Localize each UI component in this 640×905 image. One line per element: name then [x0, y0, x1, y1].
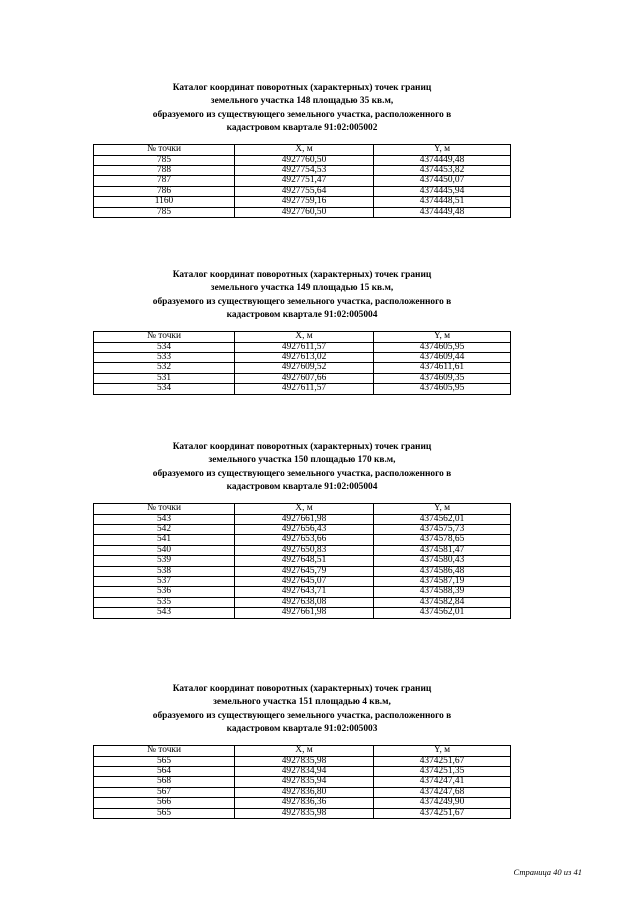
point-number: 537	[94, 577, 235, 587]
column-header-y: Y, м	[374, 504, 511, 514]
y-coordinate: 4374588,39	[374, 587, 511, 597]
column-header-x: X, м	[235, 504, 374, 514]
x-coordinate: 4927835,98	[235, 756, 374, 766]
heading-line: кадастровом квартале 91:02:005004	[226, 481, 378, 492]
point-number: 534	[94, 342, 235, 352]
table-row	[94, 577, 511, 587]
x-coordinate: 4927760,50	[235, 207, 374, 217]
table-row	[94, 342, 511, 352]
point-number: 533	[94, 353, 235, 363]
column-header-y: Y, м	[374, 746, 511, 756]
point-number: 539	[94, 556, 235, 566]
x-coordinate: 4927643,71	[235, 587, 374, 597]
point-number: 567	[94, 787, 235, 797]
y-coordinate: 4374247,41	[374, 777, 511, 787]
y-coordinate: 4374586,48	[374, 566, 511, 576]
y-coordinate: 4374251,67	[374, 756, 511, 766]
heading-line: кадастровом квартале 91:02:005003	[226, 723, 378, 734]
table-row	[94, 186, 511, 196]
point-number: 540	[94, 545, 235, 555]
y-coordinate: 4374611,61	[374, 363, 511, 373]
heading-line: образуемого из существующего земельного участка, расположенного в	[152, 296, 452, 307]
x-coordinate: 4927645,07	[235, 577, 374, 587]
table-row	[94, 363, 511, 373]
table-row	[94, 597, 511, 607]
x-coordinate: 4927760,50	[235, 155, 374, 165]
y-coordinate: 4374582,84	[374, 597, 511, 607]
catalog-heading	[82, 82, 522, 135]
y-coordinate: 4374605,95	[374, 384, 511, 394]
table-row	[94, 777, 511, 787]
column-header-point: № точки	[94, 145, 235, 155]
point-number: 786	[94, 186, 235, 196]
table-row	[94, 566, 511, 576]
coordinates-table	[93, 503, 511, 618]
point-number: 568	[94, 777, 235, 787]
x-coordinate: 4927611,57	[235, 384, 374, 394]
y-coordinate: 4374609,44	[374, 353, 511, 363]
point-number: 788	[94, 166, 235, 176]
table-row	[94, 787, 511, 797]
catalog-heading	[82, 269, 522, 322]
table-row	[94, 798, 511, 808]
y-coordinate: 4374581,47	[374, 545, 511, 555]
y-coordinate: 4374578,65	[374, 535, 511, 545]
point-number: 785	[94, 207, 235, 217]
point-number: 787	[94, 176, 235, 186]
y-coordinate: 4374445,94	[374, 186, 511, 196]
heading-line: Каталог координат поворотных (характерных) точек границ	[172, 442, 432, 452]
catalog-section	[93, 441, 511, 619]
coordinates-table	[93, 331, 511, 394]
point-number: 785	[94, 155, 235, 165]
x-coordinate: 4927661,98	[235, 608, 374, 618]
x-coordinate: 4927751,47	[235, 176, 374, 186]
catalog-heading	[82, 441, 522, 494]
x-coordinate: 4927656,43	[235, 525, 374, 535]
point-number: 535	[94, 597, 235, 607]
column-header-x: X, м	[235, 145, 374, 155]
point-number: 534	[94, 384, 235, 394]
y-coordinate: 4374449,48	[374, 155, 511, 165]
heading-line: Каталог координат поворотных (характерных) точек границ	[172, 270, 432, 280]
x-coordinate: 4927611,57	[235, 342, 374, 352]
x-coordinate: 4927834,94	[235, 767, 374, 777]
table-row	[94, 756, 511, 766]
table-row	[94, 808, 511, 818]
point-number: 541	[94, 535, 235, 545]
x-coordinate: 4927754,53	[235, 166, 374, 176]
y-coordinate: 4374609,35	[374, 373, 511, 383]
point-number: 538	[94, 566, 235, 576]
coordinates-table	[93, 745, 511, 819]
column-header-x: X, м	[235, 746, 374, 756]
point-number: 531	[94, 373, 235, 383]
x-coordinate: 4927648,51	[235, 556, 374, 566]
column-header-point: № точки	[94, 332, 235, 342]
table-row	[94, 767, 511, 777]
point-number: 566	[94, 798, 235, 808]
column-header-point: № точки	[94, 504, 235, 514]
table-header-row	[94, 145, 511, 155]
point-number: 542	[94, 525, 235, 535]
table-row	[94, 384, 511, 394]
y-coordinate: 4374562,01	[374, 514, 511, 524]
table-row	[94, 166, 511, 176]
y-coordinate: 4374453,82	[374, 166, 511, 176]
table-row	[94, 556, 511, 566]
page-footer: Страница 40 из 41	[513, 867, 582, 877]
catalog-section	[93, 269, 511, 395]
y-coordinate: 4374449,48	[374, 207, 511, 217]
table-header-row	[94, 332, 511, 342]
y-coordinate: 4374562,01	[374, 608, 511, 618]
heading-line: земельного участка 148 площадью 35 кв.м,	[210, 96, 394, 107]
table-row	[94, 608, 511, 618]
table-row	[94, 525, 511, 535]
point-number: 536	[94, 587, 235, 597]
table-row	[94, 197, 511, 207]
y-coordinate: 4374575,73	[374, 525, 511, 535]
x-coordinate: 4927638,08	[235, 597, 374, 607]
x-coordinate: 4927755,64	[235, 186, 374, 196]
table-row	[94, 587, 511, 597]
catalog-section	[93, 683, 511, 819]
heading-line: кадастровом квартале 91:02:005004	[226, 309, 378, 320]
y-coordinate: 4374587,19	[374, 577, 511, 587]
point-number: 565	[94, 808, 235, 818]
heading-line: Каталог координат поворотных (характерных) точек границ	[172, 83, 432, 93]
x-coordinate: 4927609,52	[235, 363, 374, 373]
heading-line: образуемого из существующего земельного участка, расположенного в	[152, 468, 452, 479]
heading-line: Каталог координат поворотных (характерных) точек границ	[172, 684, 432, 694]
point-number: 1160	[94, 197, 235, 207]
y-coordinate: 4374247,68	[374, 787, 511, 797]
table-header-row	[94, 746, 511, 756]
coordinates-table	[93, 144, 511, 218]
table-row	[94, 545, 511, 555]
heading-line: земельного участка 150 площадью 170 кв.м,	[208, 455, 396, 466]
x-coordinate: 4927661,98	[235, 514, 374, 524]
x-coordinate: 4927835,94	[235, 777, 374, 787]
catalog-section	[93, 82, 511, 218]
table-header-row	[94, 504, 511, 514]
table-row	[94, 514, 511, 524]
point-number: 543	[94, 514, 235, 524]
heading-line: образуемого из существующего земельного участка, расположенного в	[152, 109, 452, 120]
x-coordinate: 4927645,79	[235, 566, 374, 576]
x-coordinate: 4927613,02	[235, 353, 374, 363]
x-coordinate: 4927607,66	[235, 373, 374, 383]
point-number: 565	[94, 756, 235, 766]
x-coordinate: 4927650,83	[235, 545, 374, 555]
y-coordinate: 4374249,90	[374, 798, 511, 808]
y-coordinate: 4374251,35	[374, 767, 511, 777]
y-coordinate: 4374448,51	[374, 197, 511, 207]
y-coordinate: 4374251,67	[374, 808, 511, 818]
y-coordinate: 4374605,95	[374, 342, 511, 352]
x-coordinate: 4927653,66	[235, 535, 374, 545]
heading-line: образуемого из существующего земельного участка, расположенного в	[152, 710, 452, 721]
y-coordinate: 4374580,43	[374, 556, 511, 566]
x-coordinate: 4927759,16	[235, 197, 374, 207]
column-header-y: Y, м	[374, 145, 511, 155]
y-coordinate: 4374450,07	[374, 176, 511, 186]
point-number: 543	[94, 608, 235, 618]
column-header-point: № точки	[94, 746, 235, 756]
point-number: 564	[94, 767, 235, 777]
table-row	[94, 176, 511, 186]
column-header-x: X, м	[235, 332, 374, 342]
x-coordinate: 4927836,36	[235, 798, 374, 808]
x-coordinate: 4927836,80	[235, 787, 374, 797]
column-header-y: Y, м	[374, 332, 511, 342]
catalog-heading	[82, 683, 522, 736]
heading-line: земельного участка 149 площадью 15 кв.м,	[210, 283, 394, 294]
x-coordinate: 4927835,98	[235, 808, 374, 818]
table-row	[94, 207, 511, 217]
table-row	[94, 373, 511, 383]
heading-line: кадастровом квартале 91:02:005002	[226, 122, 378, 133]
table-row	[94, 155, 511, 165]
table-row	[94, 353, 511, 363]
point-number: 532	[94, 363, 235, 373]
heading-line: земельного участка 151 площадью 4 кв.м,	[213, 697, 391, 708]
table-row	[94, 535, 511, 545]
